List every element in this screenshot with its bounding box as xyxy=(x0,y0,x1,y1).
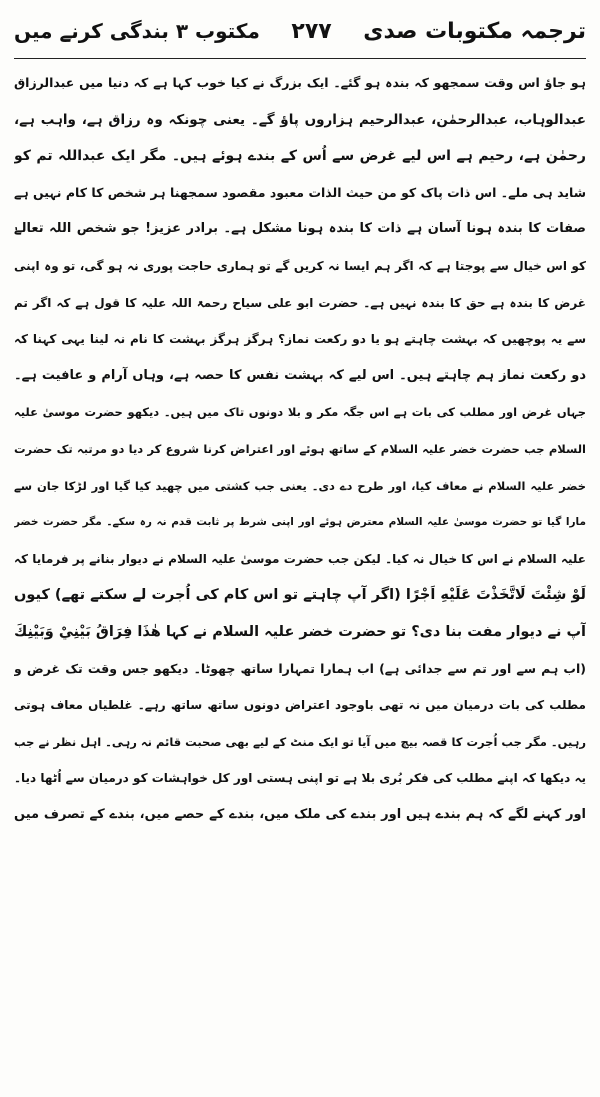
text-line: مارا گیا تو حضرت موسیٰ علیہ السلام معترض ہوئے اور اپنی شرط پر ثابت قدم نہ رہ سکے۔ مگر حضرت خضر xyxy=(14,516,586,529)
quran-verse-line: لَوْ شِئْتَ لَاتَّخَذْتَ عَلَيْهِ اَجْرًا (اگر آپ چاہتے تو اس کام کی اُجرت لے سکتے تھے) کیوں xyxy=(14,587,586,604)
text-line: کو اس خیال سے پوجتا ہے کہ اگر ہم ایسا نہ کریں گے تو ہماری حاجت پوری نہ ہو گی، تو وہ اپنی xyxy=(14,258,586,273)
text-line: (اب ہم سے اور تم سے جدائی ہے) اب ہمارا تمہارا ساتھ چھوٹا۔ دیکھو جس وقت تک غرض و xyxy=(14,660,586,676)
text-line: اور کہنے لگے کہ ہم بندے ہیں اور بندے کی ملک میں، بندے کے حصے میں، بندے کے تصرف میں xyxy=(14,806,586,822)
text-line: علیہ السلام نے اس کا خیال نہ کیا۔ لیکن جب حضرت موسیٰ علیہ السلام نے دیوار بنانے پر فرمایا کہ xyxy=(14,551,586,566)
text-line: ہو جاؤ اس وقت سمجھو کہ بندہ ہو گئے۔ ایک بزرگ نے کیا خوب کہا ہے کہ دنیا میں عبدالرزاق xyxy=(14,75,586,90)
text-line: مطلب کی بات درمیان میں نہ تھی باوجود اعتراض دونوں ساتھ ساتھ رہے۔ غلطیاں معاف ہوتی xyxy=(14,698,586,713)
text-line: خضر علیہ السلام نے معاف کیا، اور طرح دے دی۔ یعنی جب کشتی میں چھید کیا گیا اور لڑکا جان سے xyxy=(14,478,586,493)
running-title: ترجمہ مکتوبات صدی xyxy=(363,18,586,44)
text-line: سے یہ پوچھیں کہ بہشت چاہتے ہو یا دو رکعت نماز؟ ہرگز ہرگز بہشت کا نام نہ لینا یہی کہنا کہ xyxy=(14,332,586,347)
page-header xyxy=(14,4,586,58)
text-line: رہیں۔ مگر جب اُجرت کا قصہ بیچ میں آیا تو ایک منٹ کے لیے بھی صحبت قائم نہ رہی۔ اہل نظر نے جب xyxy=(14,734,586,749)
header-rule xyxy=(14,58,586,59)
text-line: عبدالوہاب، عبدالرحمٰن، عبدالرحیم ہزاروں پاؤ گے۔ یعنی چونکہ وہ رزاق ہے، واہب ہے، xyxy=(14,111,586,128)
page-number: ۲۷۷ xyxy=(291,18,332,44)
text-line: جہاں غرض اور مطلب کی بات ہے اس جگہ مکر و بلا دونوں تاک میں ہیں۔ دیکھو حضرت موسیٰ علیہ xyxy=(14,405,586,420)
page-body xyxy=(14,65,586,833)
text-line: غرض کا بندہ ہے حق کا بندہ نہیں ہے۔ حضرت ابو علی سیاح رحمۃ اللہ علیہ کا قول ہے کہ اگر تم xyxy=(14,295,586,310)
text-line: صفات کا بندہ ہونا آسان ہے ذات کا بندہ ہونا مشکل ہے۔ برادر عزیز! جو شخص اللہ تعالےٰ xyxy=(14,221,586,237)
text-line: السلام جب حضرت خضر علیہ السلام کے ساتھ ہوئے اور اعتراض کرنا شروع کر دیا دو مرتبہ تک حضرت xyxy=(14,441,586,456)
quran-verse-line: آپ نے دیوار مفت بنا دی؟ تو حضرت خضر علیہ السلام نے کہا ھٰذَا فِرَاقُ بَيْنِيْ وَبَيْنِكَ xyxy=(14,623,586,640)
text-line: رحمٰن ہے، رحیم ہے اس لیے غرض سے اُس کے بندے ہوئے ہیں۔ مگر ایک عبداللہ تم کو xyxy=(14,148,586,165)
chapter-title: مکتوب ۳ بندگی کرنے میں xyxy=(14,19,260,43)
text-line: یہ دیکھا کہ اپنے مطلب کی فکر بُری بلا ہے تو اپنی ہستی اور کل خواہشات کو درمیان سے اُٹھا دیا۔ xyxy=(14,771,586,786)
text-line: شاید ہی ملے۔ اس ذات پاک کو من حیث الذات معبود مقصود سمجھنا ہر شخص کا کام نہیں ہے xyxy=(14,184,586,200)
text-line: دو رکعت نماز ہم چاہتے ہیں۔ اس لیے کہ بہشت نفس کا حصہ ہے، وہاں آرام و عافیت ہے۔ xyxy=(14,367,586,383)
